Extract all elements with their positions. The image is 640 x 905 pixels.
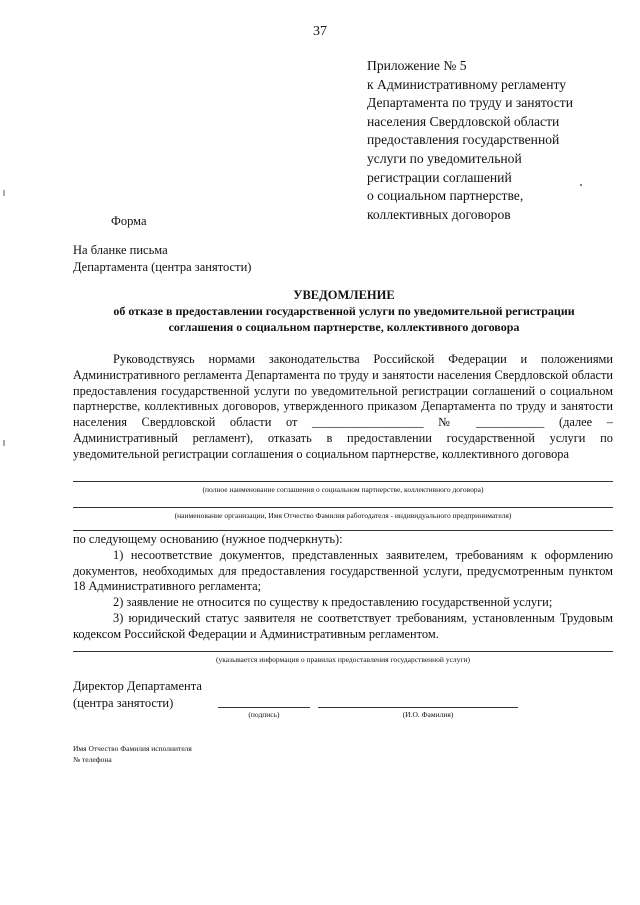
- form-label: Форма: [111, 214, 147, 228]
- main-paragraph-text: Руководствуясь нормами законодательства Российской Федерации и положениями Административного регламента Департамента по труду и занятости населения Свердловской области предоставления государственной услуги по уведомительной регистрации соглашений о социальном партнерстве, коллективных договоров, утвержденного приказом Департамента по труду и занятости населения Свердловской области от __________________ № ___________ (далее – Административный регламент), отказать в предоставлении государственной услуги по уведомительной регистрации соглашения о социальном партнерстве, коллективного договора: [73, 352, 613, 461]
- agreement-name-line: [73, 481, 613, 482]
- basis-item: 1) несоответствие документов, представленных заявителем, требованиям к оформлению документов, необходимых для предоставления государственной услуги, предусмотренным пунктом 18 Административного регламента;: [73, 547, 613, 594]
- executor-phone: № телефона: [73, 754, 112, 764]
- document-title: УВЕДОМЛЕНИЕ: [293, 288, 395, 302]
- executor-block: [73, 744, 192, 765]
- scan-speck: [580, 184, 582, 186]
- subtitle-line: соглашения о социальном партнерстве, коллективного договора: [168, 319, 520, 334]
- subtitle-line: об отказе в предоставлении государственной услуги по уведомительной регистрации: [113, 304, 575, 318]
- basis-intro: по следующему основанию (нужное подчеркнуть):: [73, 532, 343, 546]
- appendix-line: услуги по уведомительной: [367, 150, 522, 166]
- appendix-line: населения Свердловской области: [367, 113, 560, 129]
- info-line: [73, 651, 613, 652]
- signer-title: Директор Департамента: [73, 679, 202, 693]
- appendix-line: коллективных договоров: [367, 206, 511, 222]
- scan-mark: [3, 190, 5, 196]
- name-line: [318, 707, 518, 708]
- appendix-header: [367, 57, 627, 224]
- appendix-line: Департамента по труду и занятости: [367, 95, 573, 111]
- appendix-line: Приложение № 5: [367, 58, 467, 73]
- appendix-line: о социальном партнерстве,: [367, 188, 524, 204]
- name-caption: (И.О. Фамилия): [402, 710, 454, 719]
- signature-block: [73, 678, 202, 711]
- signature-caption: (подпись): [248, 710, 280, 719]
- executor-name: Имя Отчество Фамилия исполнителя: [73, 744, 192, 753]
- organization-caption: (наименование организации, Имя Отчество Фамилия работодателя - индивидуального предпринимателя): [174, 511, 512, 520]
- appendix-line: к Административному регламенту: [367, 76, 567, 92]
- document-subtitle: [70, 304, 618, 335]
- signature-line: [218, 707, 310, 708]
- basis-item: 3) юридический статус заявителя не соответствует требованиям, установленным Трудовым кодексом Российской Федерации и Административным регламентом.: [73, 610, 613, 641]
- scan-mark: [3, 440, 5, 446]
- basis-item: 2) заявление не относится по существу к предоставлению государственной услуги;: [113, 595, 553, 610]
- letterhead-note: [73, 242, 251, 276]
- letterhead-line: На бланке письма: [73, 243, 168, 257]
- organization-line: [73, 507, 613, 508]
- refusal-basis: [73, 532, 613, 643]
- page-number: 37: [313, 24, 327, 39]
- appendix-line: предоставления государственной: [367, 132, 560, 148]
- agreement-name-caption: (полное наименование соглашения о социальном партнерстве, коллективного договора): [202, 485, 484, 494]
- appendix-line: регистрации соглашений: [367, 169, 512, 185]
- main-paragraph: [73, 352, 613, 463]
- separator-line: [73, 530, 613, 531]
- letterhead-line: Департамента (центра занятости): [73, 260, 252, 274]
- info-caption: (указывается информация о правилах предоставления государственной услуги): [216, 655, 470, 664]
- signer-subtitle: (центра занятости): [73, 695, 174, 710]
